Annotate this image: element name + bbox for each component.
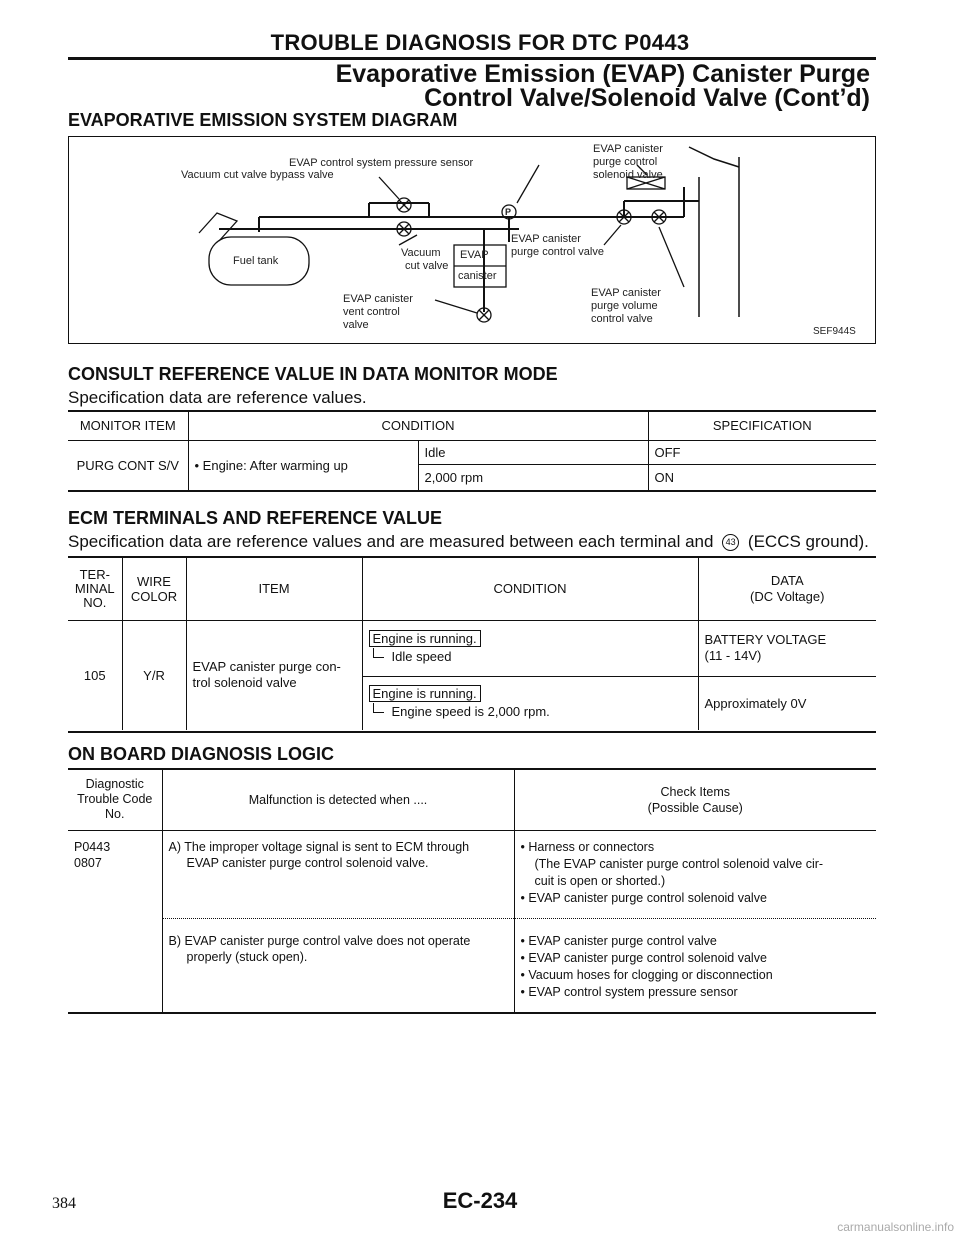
- ecm-wire-color: Y/R: [122, 620, 186, 730]
- pressure-sensor-p-symbol: P: [505, 207, 512, 217]
- label-fuel-tank: Fuel tank: [233, 255, 279, 267]
- obd-header-dtc: [68, 770, 162, 830]
- obd-header-malfunction: Malfunction is detected when ....: [162, 770, 514, 830]
- obd-check-b-line1: • EVAP canister purge control valve: [520, 933, 717, 948]
- ecm-header-data-line1: DATA: [770, 572, 804, 588]
- ecm-condition-arrow: [373, 703, 384, 713]
- ecm-header-terminal-line3: NO.: [83, 594, 107, 610]
- ecm-header-row: [68, 558, 876, 620]
- label-purge-control-valve-line1: EVAP canister: [511, 233, 581, 245]
- obd-check-a-line2: (The EVAP canister purge control solenoid valve cir-: [534, 856, 824, 871]
- ecm-header-terminal-line1: TER-: [79, 566, 110, 582]
- label-vent-control-valve-line2: vent control: [343, 306, 400, 318]
- obd-header-check-line2: (Possible Cause): [647, 800, 743, 815]
- obd-dtc-code-p: P0443: [74, 839, 111, 854]
- obd-malfunction-b-line1: B) EVAP canister purge control valve does not operate: [168, 933, 471, 948]
- consult-subcondition-2000rpm: 2,000 rpm: [418, 464, 648, 490]
- obd-table: [68, 770, 876, 1012]
- ecm-data-idle: [698, 620, 876, 676]
- obd-check-b-line4: • EVAP control system pressure sensor: [520, 984, 738, 999]
- consult-subcondition-idle: Idle: [418, 440, 648, 464]
- label-purge-control-valve-line2: purge control valve: [511, 246, 604, 258]
- consult-header-specification: SPECIFICATION: [712, 418, 812, 434]
- table-row: [68, 440, 876, 464]
- ecm-item: [186, 620, 362, 730]
- ecm-terminal-no: 105: [68, 620, 122, 730]
- ecm-header-item: ITEM: [186, 558, 362, 620]
- obd-header-dtc-line3: No.: [105, 807, 125, 822]
- ecm-header-data-line2: (DC Voltage): [750, 588, 825, 604]
- obd-check-b-line3: • Vacuum hoses for clogging or disconnection: [520, 967, 773, 982]
- obd-malfunction-a: [162, 830, 514, 918]
- obd-check-b: [514, 918, 876, 1012]
- obd-dtc-codes: [68, 830, 162, 1012]
- label-vacuum-cut-valve-line1: Vacuum: [401, 247, 441, 259]
- obd-check-b-line2: • EVAP canister purge control solenoid valve: [520, 950, 767, 965]
- label-evap-canister-line1: EVAP: [460, 249, 489, 261]
- consult-table-bottom-rule: [68, 490, 876, 492]
- consult-section-title: CONSULT REFERENCE VALUE IN DATA MONITOR MODE: [68, 364, 558, 384]
- ecm-data-2000rpm: Approximately 0V: [704, 695, 807, 711]
- obd-header-dtc-line1: Diagnostic: [85, 777, 144, 792]
- obd-check-a-line1: • Harness or connectors: [520, 839, 655, 854]
- ecm-header-wire-line1: WIRE: [137, 573, 171, 589]
- obd-header-row: [68, 770, 876, 830]
- ecm-item-line1: EVAP canister purge con-: [192, 659, 341, 675]
- ecm-data-idle-line2: (11 - 14V): [704, 648, 762, 663]
- diagram-code: SEF944S: [813, 326, 856, 337]
- ecm-header-condition: CONDITION: [362, 558, 698, 620]
- ecm-spec-note-text: Specification data are reference values and are measured between each terminal and: [68, 532, 714, 551]
- page-subtitle-line1: Evaporative Emission (EVAP) Canister Purge: [335, 60, 870, 88]
- obd-section-title: ON BOARD DIAGNOSIS LOGIC: [68, 744, 335, 764]
- consult-monitor-item: PURG CONT S/V: [68, 440, 188, 490]
- obd-table-bottom-rule: [68, 1012, 876, 1014]
- ecm-condition-detail: Engine speed is 2,000 rpm.: [391, 704, 550, 720]
- label-purge-volume-valve-line3: control valve: [591, 313, 653, 325]
- obd-malfunction-a-line1: A) The improper voltage signal is sent to ECM through: [168, 839, 470, 854]
- page-subtitle-line2: Control Valve/Solenoid Valve (Cont’d): [424, 84, 870, 112]
- label-purge-volume-valve-line1: EVAP canister: [591, 287, 661, 299]
- consult-spec-note: Specification data are reference values.: [68, 388, 367, 407]
- consult-header-row: [68, 412, 876, 440]
- ecm-header-terminal-line2: MINAL: [74, 580, 115, 596]
- ecm-spec-note: [68, 532, 869, 552]
- obd-check-a: [514, 830, 876, 918]
- ecm-section-title: ECM TERMINALS AND REFERENCE VALUE: [68, 508, 443, 528]
- consult-header-condition: CONDITION: [188, 412, 648, 440]
- label-purge-solenoid-line1: EVAP canister: [593, 143, 663, 155]
- table-row: [68, 620, 876, 676]
- watermark: carmanualsonline.info: [837, 1220, 954, 1234]
- label-purge-solenoid-line3: solenoid valve: [593, 169, 663, 181]
- label-purge-volume-valve-line2: purge volume: [591, 300, 658, 312]
- ecm-table-bottom-rule: [68, 731, 876, 733]
- ecm-data-idle-line1: BATTERY VOLTAGE: [704, 632, 827, 647]
- ecm-item-line2: trol solenoid valve: [192, 675, 297, 691]
- consult-table: [68, 412, 876, 490]
- obd-header-dtc-line2: Trouble Code: [77, 792, 153, 807]
- label-pressure-sensor: EVAP control system pressure sensor: [289, 157, 474, 169]
- ecm-header-terminal: [68, 558, 122, 620]
- obd-header-check-line1: Check Items: [660, 784, 730, 799]
- label-vent-control-valve-line3: valve: [343, 319, 369, 331]
- ecm-condition-arrow: [373, 648, 384, 658]
- consult-spec-on: ON: [654, 469, 674, 485]
- table-row: [68, 830, 876, 918]
- page-header-title: TROUBLE DIAGNOSIS FOR DTC P0443: [270, 30, 690, 55]
- page-code: EC-234: [442, 1188, 518, 1213]
- ecm-spec-note-suffix: (ECCS ground).: [747, 532, 869, 551]
- label-vent-control-valve-line1: EVAP canister: [343, 293, 413, 305]
- obd-check-a-line4: • EVAP canister purge control solenoid valve: [520, 890, 767, 905]
- label-evap-canister-line2: canister: [458, 270, 497, 282]
- obd-check-a-line3: cuit is open or shorted.): [534, 873, 666, 888]
- ecm-header-wire-line2: COLOR: [130, 588, 178, 604]
- ecm-header-data: [698, 558, 876, 620]
- ecm-condition-detail: Idle speed: [391, 649, 452, 664]
- obd-malfunction-a-line2: EVAP canister purge control solenoid valve.: [186, 855, 429, 870]
- ecm-condition-idle: [362, 620, 698, 676]
- obd-header-check: [514, 770, 876, 830]
- obd-dtc-code-num: 0807: [74, 855, 102, 870]
- ground-terminal-symbol: 43: [722, 534, 739, 551]
- obd-malfunction-b-line2: properly (stuck open).: [186, 949, 308, 964]
- table-row: [68, 918, 876, 1012]
- label-purge-solenoid-line2: purge control: [593, 156, 658, 168]
- ecm-header-wire-color: [122, 558, 186, 620]
- consult-spec-off: OFF: [654, 444, 681, 460]
- consult-condition: • Engine: After warming up: [188, 440, 418, 490]
- evap-system-diagram: [68, 136, 876, 344]
- ecm-condition-state-box: Engine is running.: [369, 630, 481, 647]
- label-bypass-valve: Vacuum cut valve bypass valve: [181, 169, 334, 181]
- obd-malfunction-b: [162, 918, 514, 1012]
- label-vacuum-cut-valve-line2: cut valve: [405, 260, 449, 272]
- page-number: 384: [52, 1195, 76, 1212]
- ecm-table: [68, 558, 876, 730]
- ecm-condition-state-box: Engine is running.: [369, 685, 481, 702]
- ecm-condition-2000rpm: [362, 676, 698, 730]
- diagram-section-title: EVAPORATIVE EMISSION SYSTEM DIAGRAM: [68, 110, 458, 130]
- consult-header-monitor-item: MONITOR ITEM: [68, 412, 188, 440]
